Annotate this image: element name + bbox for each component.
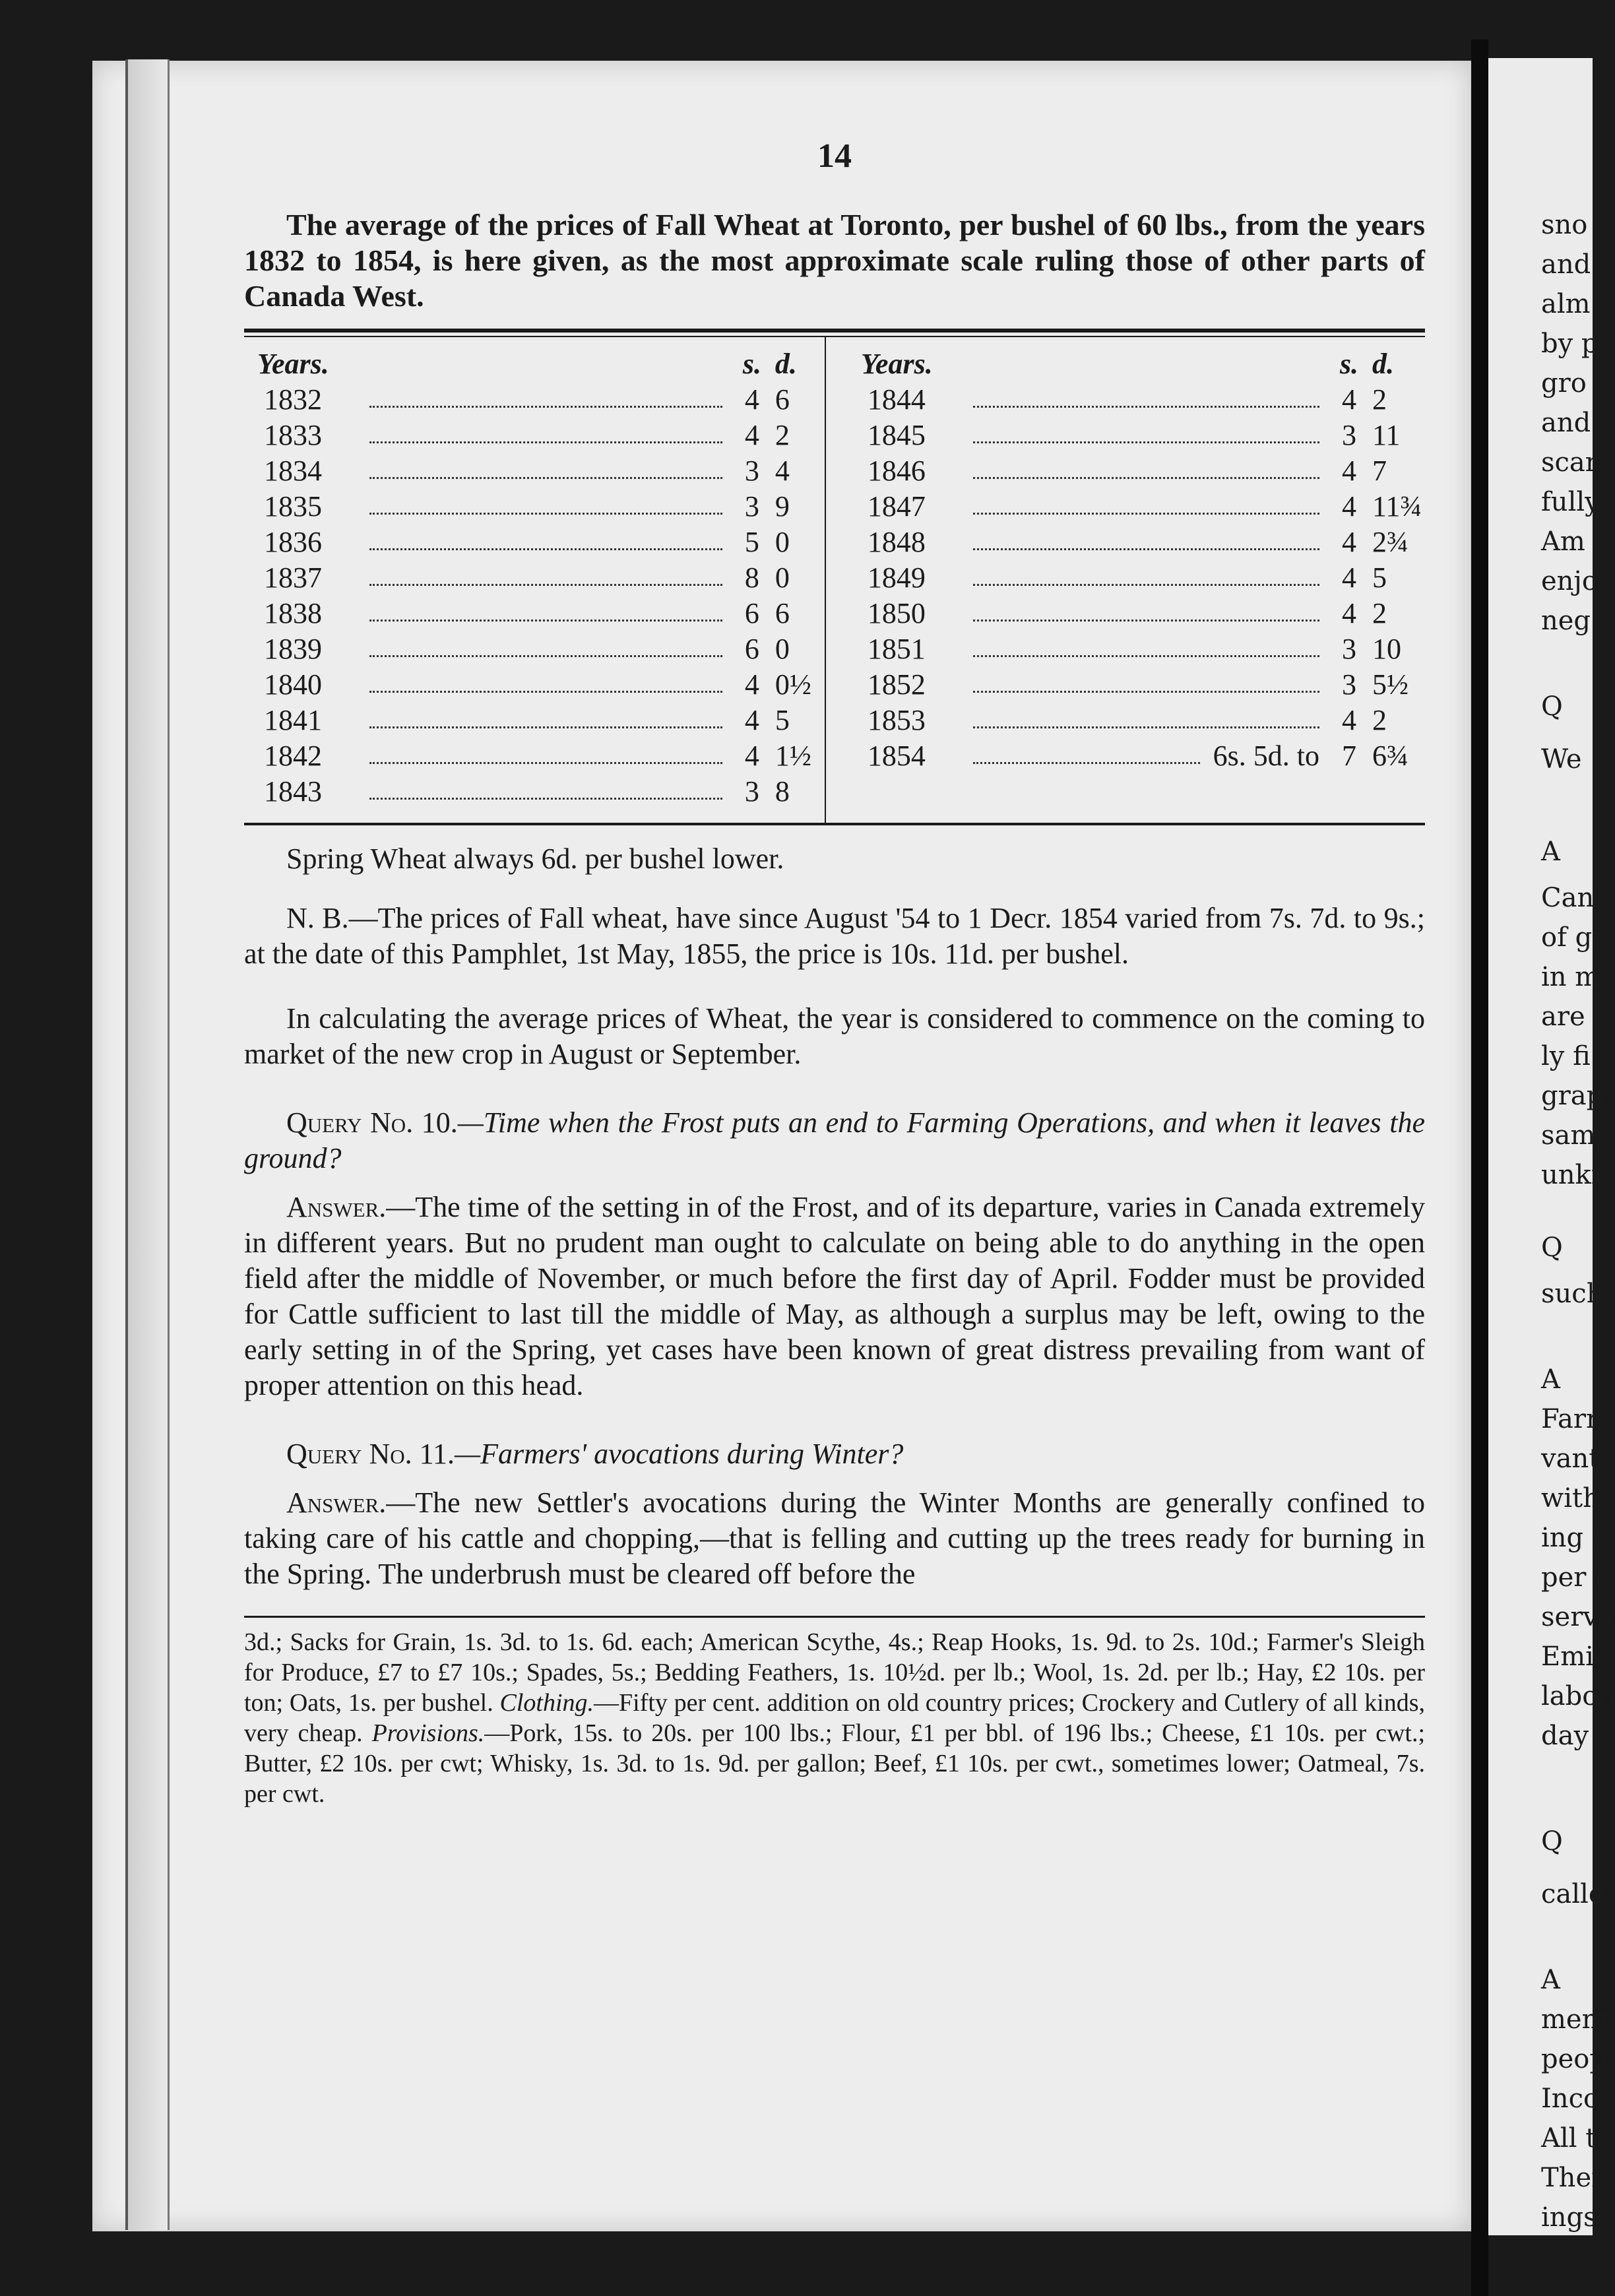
pence-cell: 4 xyxy=(775,455,790,487)
facing-page-text-fragment: A xyxy=(1541,1965,1560,1995)
year-cell: 1841 xyxy=(264,704,322,736)
facing-page-text-fragment: Am xyxy=(1541,526,1585,557)
facing-page-text-fragment: peop xyxy=(1541,2044,1606,2074)
query-10-text: —Time when the Frost puts an end to Farming Operations, and when it leaves the ground? xyxy=(244,1106,1425,1174)
table-left-column xyxy=(244,337,828,823)
dot-leader xyxy=(369,784,722,800)
shillings-cell: 4 xyxy=(744,419,759,451)
shillings-cell: 4 xyxy=(1342,455,1356,487)
pence-cell: 11¾ xyxy=(1372,490,1422,523)
facing-page-text-fragment: ings, xyxy=(1541,2202,1606,2233)
facing-page-text-fragment: scar xyxy=(1541,447,1598,478)
years-header: Years. xyxy=(257,348,329,380)
facing-page-text-fragment: are xyxy=(1541,1002,1585,1032)
shillings-cell: 3 xyxy=(1342,419,1356,451)
facing-page-text-fragment: Emi xyxy=(1541,1642,1594,1672)
table-top-rule xyxy=(244,329,1425,333)
pence-cell: 6¾ xyxy=(1372,740,1409,772)
dot-leader xyxy=(369,713,722,728)
facing-page-text-fragment: ly fi xyxy=(1541,1041,1591,1071)
facing-page-text-fragment: serva xyxy=(1541,1602,1614,1632)
facing-page-text-fragment: of gr xyxy=(1541,922,1605,953)
facing-page-text-fragment: such xyxy=(1541,1279,1604,1309)
facing-page-text-fragment: neg xyxy=(1541,606,1591,636)
facing-page-text-fragment: All t xyxy=(1541,2123,1597,2153)
wheat-price-table xyxy=(244,337,1425,823)
year-cell: 1842 xyxy=(264,740,322,772)
table-row xyxy=(848,525,1425,560)
shillings-cell: 3 xyxy=(1342,633,1356,665)
dot-leader xyxy=(369,428,722,443)
facing-page-text-fragment: sam xyxy=(1541,1120,1596,1151)
footnote-part-2: —Fifty per cent. addition on old country prices; Crockery and Cutlery of all kinds, very cheap. xyxy=(244,1689,1426,1747)
dot-leader xyxy=(973,678,1319,693)
facing-page-text-fragment: in m xyxy=(1541,962,1600,992)
table-row xyxy=(848,560,1425,596)
pence-cell: 0 xyxy=(775,633,790,665)
dot-leader xyxy=(973,571,1319,586)
pence-cell: 5 xyxy=(1372,561,1387,594)
table-row xyxy=(848,631,1425,667)
pence-cell: 0 xyxy=(775,526,790,558)
footnote-provisions-label: Provisions. xyxy=(371,1719,485,1747)
facing-page-text-fragment: vant xyxy=(1541,1444,1600,1474)
facing-page-text-fragment: grap xyxy=(1541,1081,1604,1111)
shillings-cell: 4 xyxy=(1342,490,1356,523)
answer-11 xyxy=(244,1485,1425,1592)
year-cell: 1846 xyxy=(867,455,926,487)
table-row xyxy=(244,453,828,489)
facing-page-text-fragment: per c xyxy=(1541,1562,1610,1593)
answer-10-label: Answer. xyxy=(286,1191,387,1223)
facing-page-fragment xyxy=(1488,58,1615,2235)
table-header-row xyxy=(244,346,828,382)
shillings-cell: 4 xyxy=(744,383,759,416)
footnote-rule xyxy=(244,1616,1425,1618)
dot-leader xyxy=(973,428,1319,443)
pence-cell: 7 xyxy=(1372,455,1387,487)
table-row xyxy=(848,489,1425,525)
year-cell: 1834 xyxy=(264,455,322,487)
table-row xyxy=(244,560,828,596)
year-cell: 1852 xyxy=(867,668,926,701)
shillings-cell: 3 xyxy=(744,775,759,808)
table-row xyxy=(244,631,828,667)
answer-10-text: —The time of the setting in of the Frost, and of its departure, varies in Canada extremely in different years. But no prudent man ought to calculate on being able to do anything in the open field after the middle of November, or much before the first day of April. Fodder must be provided for Cattle sufficient to last till the middle of May, as although a surplus may be left, owing to the early setting in of the Spring, yet cases have been known of great distress prevailing from want of proper attention on this head. xyxy=(244,1191,1425,1401)
shillings-cell: 4 xyxy=(1342,526,1356,558)
facing-page-text-fragment: Q xyxy=(1541,1826,1563,1857)
table-row xyxy=(848,453,1425,489)
facing-page-text-fragment: ment xyxy=(1541,2004,1610,2035)
pence-header: d. xyxy=(775,348,797,380)
price-range-low: 6s. 5d. to xyxy=(1213,740,1319,772)
shillings-cell: 4 xyxy=(1342,383,1356,416)
shillings-cell: 5 xyxy=(744,526,759,558)
facing-page-text-fragment: Ther xyxy=(1541,2163,1604,2193)
footnote-clothing-label: Clothing. xyxy=(499,1689,594,1717)
facing-page-text-fragment: day xyxy=(1541,1721,1589,1751)
table-row xyxy=(848,667,1425,703)
year-cell: 1838 xyxy=(264,597,322,629)
facing-page-text-fragment: sno xyxy=(1541,210,1588,240)
year-cell: 1851 xyxy=(867,633,926,665)
table-bottom-rule xyxy=(244,823,1425,825)
pence-cell: 2 xyxy=(1372,704,1387,736)
dot-leader xyxy=(369,642,722,657)
table-row xyxy=(244,774,828,810)
shillings-cell: 3 xyxy=(744,490,759,523)
spring-wheat-note: Spring Wheat always 6d. per bushel lower. xyxy=(286,843,784,875)
facing-page-text-fragment: labou xyxy=(1541,1681,1615,1711)
year-cell: 1845 xyxy=(867,419,926,451)
years-header: Years. xyxy=(860,348,933,380)
shillings-cell: 6 xyxy=(744,597,759,629)
page-number: 14 xyxy=(817,137,852,175)
facing-page-text-fragment: A xyxy=(1541,837,1560,867)
shillings-cell: 4 xyxy=(1342,561,1356,594)
year-cell: 1840 xyxy=(264,668,322,701)
facing-page-text-fragment: fully xyxy=(1541,487,1600,517)
footnote-part-3: —Pork, 15s. to 20s. per 100 lbs.; Flour, £1 per bbl. of 196 lbs.; Cheese, £1 10s. per cwt.; Butter, £2 10s. per cwt; Whisky, 1s. 3d. to 1s. 9d. per gallon; Beef, £1 10s. per cwt., sometimes lower; Oatmeal, 7s. per cwt. xyxy=(244,1719,1425,1808)
table-row xyxy=(244,489,828,525)
year-cell: 1833 xyxy=(264,419,322,451)
shillings-cell: 3 xyxy=(1342,668,1356,701)
page-content xyxy=(244,139,1425,1834)
pence-cell: 2 xyxy=(1372,383,1387,416)
pence-header: d. xyxy=(1372,348,1394,380)
table-row xyxy=(848,382,1425,418)
facing-page-text-fragment: Q xyxy=(1541,1232,1563,1263)
shillings-cell: 8 xyxy=(744,561,759,594)
facing-page-text-fragment: alm xyxy=(1541,289,1591,319)
footnote-part-1: 3d.; Sacks for Grain, 1s. 3d. to 1s. 6d. each; American Scythe, 4s.; Reap Hooks, 1s. 9d. to 2s. 10d.; Farmer's Sleigh for Produce, £7 to £7 10s.; Spades, 5s.; Bedding Feathers, 1s. 10½d. per lb.; Wool, 1s. 2d. per lb.; Hay, £2 10s. per ton; Oats, 1s. per bushel. xyxy=(244,1628,1425,1717)
year-cell: 1837 xyxy=(264,561,322,594)
query-10-label: Query No. 10. xyxy=(286,1106,458,1139)
pence-cell: 8 xyxy=(775,775,790,808)
dot-leader xyxy=(369,678,722,693)
shillings-cell: 4 xyxy=(744,668,759,701)
shillings-cell: 6 xyxy=(744,633,759,665)
answer-10 xyxy=(244,1190,1425,1403)
nb-note: N. B.—The prices of Fall wheat, have since August '54 to 1 Decr. 1854 varied from 7s. 7d. to 9s.; at the date of this Pamphlet, 1st May, 1855, the price is 10s. 11d. per bushel. xyxy=(244,902,1425,970)
dot-leader xyxy=(369,464,722,479)
facing-page-text-fragment: Inco xyxy=(1541,2084,1600,2114)
facing-page-text-fragment: with xyxy=(1541,1483,1600,1514)
year-cell: 1853 xyxy=(867,704,926,736)
year-cell: 1848 xyxy=(867,526,926,558)
dot-leader xyxy=(973,642,1319,657)
year-cell: 1835 xyxy=(264,490,322,523)
year-cell: 1843 xyxy=(264,775,322,808)
facing-page-text-fragment: ing t xyxy=(1541,1523,1602,1553)
dot-leader xyxy=(369,499,722,515)
table-row xyxy=(848,418,1425,453)
pence-cell: 2¾ xyxy=(1372,526,1409,558)
pence-cell: 0½ xyxy=(775,668,811,701)
shillings-cell: 4 xyxy=(1342,704,1356,736)
dot-leader xyxy=(973,393,1319,408)
facing-page-text-fragment: A xyxy=(1541,1364,1560,1395)
dot-leader xyxy=(973,535,1319,550)
table-row xyxy=(848,703,1425,738)
dot-leader xyxy=(973,606,1319,622)
query-10 xyxy=(244,1105,1425,1176)
year-cell: 1832 xyxy=(264,383,322,416)
table-row xyxy=(848,738,1425,774)
pence-cell: 5½ xyxy=(1372,668,1409,701)
table-row xyxy=(244,667,828,703)
year-cell: 1847 xyxy=(867,490,926,523)
dot-leader xyxy=(369,749,722,764)
dot-leader xyxy=(369,571,722,586)
shillings-header: s. xyxy=(742,348,761,380)
year-cell: 1839 xyxy=(264,633,322,665)
dot-leader xyxy=(973,713,1319,728)
table-row xyxy=(848,596,1425,631)
query-11 xyxy=(244,1436,1425,1472)
pence-cell: 5 xyxy=(775,704,790,736)
facing-page-text-fragment: and xyxy=(1541,249,1591,280)
table-row xyxy=(244,382,828,418)
footnote xyxy=(244,1627,1425,1809)
facing-page-text-fragment: enjo xyxy=(1541,566,1598,596)
dot-leader xyxy=(973,749,1200,764)
query-11-text: —Farmers' avocations during Winter? xyxy=(454,1438,904,1470)
intro-paragraph: The average of the prices of Fall Wheat at Toronto, per bushel of 60 lbs., from the years 1832 to 1854, is here given, as the most approximate scale ruling those of other parts of Canada West. xyxy=(244,208,1425,313)
shillings-cell: 4 xyxy=(1342,597,1356,629)
year-cell: 1836 xyxy=(264,526,322,558)
dot-leader xyxy=(369,393,722,408)
year-cell: 1849 xyxy=(867,561,926,594)
answer-11-label: Answer. xyxy=(286,1486,387,1519)
table-right-column xyxy=(828,337,1425,823)
pence-cell: 1½ xyxy=(775,740,811,772)
shillings-cell: 3 xyxy=(744,455,759,487)
pence-cell: 9 xyxy=(775,490,790,523)
answer-11-text: —The new Settler's avocations during the Winter Months are generally confined to taking care of his cattle and chopping,—that is felling and cutting up the trees ready for burning in the Spring. The underbrush must be cleared off before the xyxy=(244,1486,1425,1590)
facing-page-text-fragment: Can xyxy=(1541,883,1595,913)
table-row xyxy=(244,703,828,738)
book-gutter xyxy=(1471,40,1488,2296)
year-cell: 1850 xyxy=(867,597,926,629)
shillings-cell: 4 xyxy=(744,740,759,772)
facing-page-text-fragment: Farr xyxy=(1541,1404,1599,1434)
facing-page-text-fragment: calle xyxy=(1541,1879,1604,1909)
table-row xyxy=(244,418,828,453)
facing-page-text-fragment: unkr xyxy=(1541,1160,1604,1190)
calculation-note: In calculating the average prices of Wheat, the year is considered to commence on the coming to market of the new crop in August or September. xyxy=(244,1002,1425,1070)
year-cell: 1844 xyxy=(867,383,926,416)
dot-leader xyxy=(973,499,1319,515)
dot-leader xyxy=(973,464,1319,479)
dot-leader xyxy=(369,606,722,622)
table-row xyxy=(244,525,828,560)
pence-cell: 11 xyxy=(1372,419,1401,451)
pence-cell: 6 xyxy=(775,383,790,416)
pence-cell: 0 xyxy=(775,561,790,594)
facing-page-text-fragment: by p xyxy=(1541,329,1599,359)
page-edge-stack xyxy=(125,59,170,2230)
query-11-label: Query No. 11. xyxy=(286,1438,455,1470)
year-cell: 1854 xyxy=(867,740,926,772)
shillings-header: s. xyxy=(1339,348,1359,380)
pence-cell: 2 xyxy=(775,419,790,451)
table-header-row xyxy=(848,346,1425,382)
shillings-cell: 7 xyxy=(1342,740,1356,772)
facing-page-text-fragment: and xyxy=(1541,408,1591,438)
facing-page-text-fragment: gro xyxy=(1541,368,1587,399)
dot-leader xyxy=(369,535,722,550)
pence-cell: 6 xyxy=(775,597,790,629)
table-row xyxy=(244,738,828,774)
facing-page-text-fragment: We xyxy=(1541,744,1582,775)
shillings-cell: 4 xyxy=(744,704,759,736)
pence-cell: 10 xyxy=(1372,633,1401,665)
pence-cell: 2 xyxy=(1372,597,1387,629)
facing-page-text-fragment: Q xyxy=(1541,691,1563,722)
table-row xyxy=(244,596,828,631)
